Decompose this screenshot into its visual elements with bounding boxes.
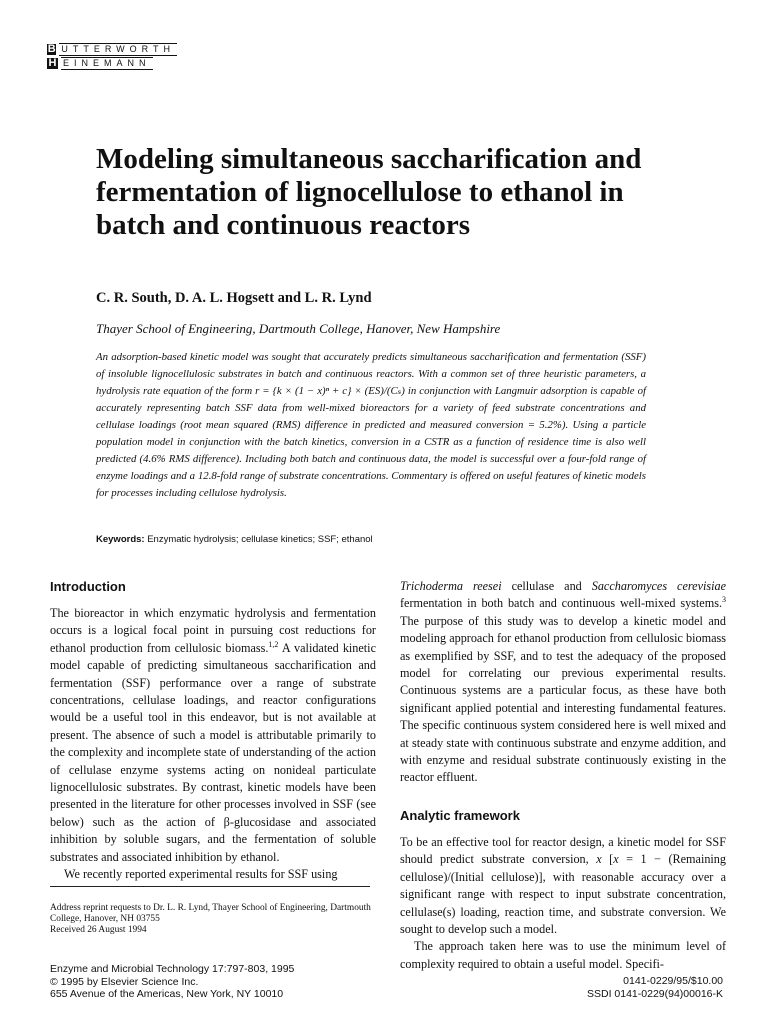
framework-p1-text-a: To be an effective tool for reactor design, a kinetic model for SSF should predict substrate conversion, [400,834,726,867]
footnote-divider [50,886,370,887]
publisher-initial-h: H [48,56,57,69]
footer-journal: Enzyme and Microbial Technology 17:797-803, 1995 [50,963,295,975]
publisher-name-line1: UTTERWORTH [61,43,175,54]
right-column [400,578,726,973]
right-p1-mid: cellulase and [501,579,592,593]
intro-paragraph-1 [50,605,376,866]
left-column [50,578,376,884]
paper-authors: C. R. South, D. A. L. Hogsett and L. R. Lynd [96,290,372,306]
variable-x: x [596,852,602,867]
publisher-logo [47,42,177,70]
framework-paragraph-1 [400,834,726,938]
footer-journal-info [50,963,294,1001]
publisher-initial-b: B [47,42,56,55]
framework-p1-text-b: [ [601,852,614,867]
variable-x: x [613,852,619,867]
footer-ssdi: SSDI 0141-0229(94)00016-K [586,987,723,1000]
species-name-2: Saccharomyces cerevisiae [591,579,726,593]
right-p1-text-b: The purpose of this study was to develop a kinetic model and modeling approach for ethanol production from cellulosic biomass as exemplified by SSF, and to test the adequacy of the proposed model for correlating our previous experimental results. Continuous systems are a particular focus, as these have both significant applied potential and interesting fundamental features. The specific continuous system considered here is well mixed and at steady state with continuous substrate and enzyme addition, and with enzyme and residual substrate continuously existing in the reactor effluent. [400,613,726,785]
footnote [50,903,376,936]
section-heading-analytic-framework: Analytic framework [400,807,520,823]
right-p1-text-a: fermentation in both batch and continuous well-mixed systems. [400,596,722,611]
intro-paragraph-2: We recently reported experimental results for SSF using [64,867,338,882]
footer-identifiers [587,975,723,1000]
species-name-1: Trichoderma reesei [400,579,502,593]
framework-paragraph-2: The approach taken here was to use the minimum level of complexity required to obtain a useful model. Specifi- [400,939,726,971]
abstract: An adsorption-based kinetic model was sought that accurately predicts simultaneous saccharification and fermentation (SSF) of insoluble lignocellulosic substrates in batch and continuous reactors. With a common set of three heuristic parameters, a hydrolysis rate equation of the form r = {k × (1 − x)ⁿ + c} × (ES)/(Cₛ) in conjunction with Langmuir adsorption is capable of accurately representing batch SSF data from well-mixed bioreactors for a variety of feed substrate concentrations and cellulase loadings (root mean squared (RMS) difference in predicted and measured conversion = 5.2%). Using a particle population model in conjunction with the batch kinetics, conversion in a CSTR as a function of residence time is also well predicted (4.6% RMS difference). Including both batch and continuous data, the model is successful over a four-fold range of enzyme loadings and a 12.8-fold range of substrate concentrations. Commentary is offered on useful features of kinetic models for processes including cellulose hydrolysis. [96,351,646,499]
publisher-name-line2: EINEMANN [63,57,151,68]
citation-ref: 1,2 [268,639,279,649]
framework-p1-text-c: = 1 − (Remaining cellulose)/(Initial cellulose)], with reasonable accuracy over a significant range with respect to input substrate concentration, cellulase(s) loading, reaction time, and substrate conversion. We sought to develop such a model. [400,852,726,936]
footer-copyright: © 1995 by Elsevier Science Inc. [50,975,199,988]
keywords [96,534,373,545]
publisher-logo-row-1 [47,42,177,56]
citation-ref: 3 [722,595,726,605]
footnote-address: Address reprint requests to Dr. L. R. Lynd, Thayer School of Engineering, Dartmouth College, Hanover, NH 03755 [50,903,371,924]
footer-address: 655 Avenue of the Americas, New York, NY 10010 [50,988,284,1000]
publisher-logo-row-2 [47,56,177,70]
intro-p1-text-b: A validated kinetic model capable of predicting simultaneous saccharification and fermentation (SSF) performance over a range of substrate concentrations, cellulase loadings, and reactor configurations would be a useful tool in this endeavor, but is not available at present. The absence of such a model is attributable primarily to the complexity and incomplete state of understanding of the action of cellulase enzyme systems acting on nonideal particulate lignocellulosic substrates. By contrast, kinetic models have been presented in the literature for other processes involved in SSF (see below) such as the action of β-glucosidase and associated inhibition by soluble sugars, and the fermentation of soluble substrates and associated inhibition by ethanol. [50,640,376,864]
keywords-label: Keywords: [96,534,145,545]
section-spacer [400,787,726,807]
footer-issn: 0141-0229/95/$10.00 [623,975,723,987]
section-heading-introduction: Introduction [50,579,126,594]
author-affiliation: Thayer School of Engineering, Dartmouth College, Hanover, New Hampshire [96,321,501,336]
intro-p1-text-a: The bioreactor in which enzymatic hydrolysis and fermentation occurs is a logical focal point in pursuing cost reductions for ethanol production from cellulosic biomass. [50,606,376,655]
paper-title: Modeling simultaneous saccharification and fermentation of lignocellulose to ethanol in batch and continuous reactors [96,143,642,241]
right-paragraph-1 [400,578,726,787]
keywords-text: Enzymatic hydrolysis; cellulase kinetics; SSF; ethanol [147,534,373,545]
footnote-received: Received 26 August 1994 [50,925,147,935]
